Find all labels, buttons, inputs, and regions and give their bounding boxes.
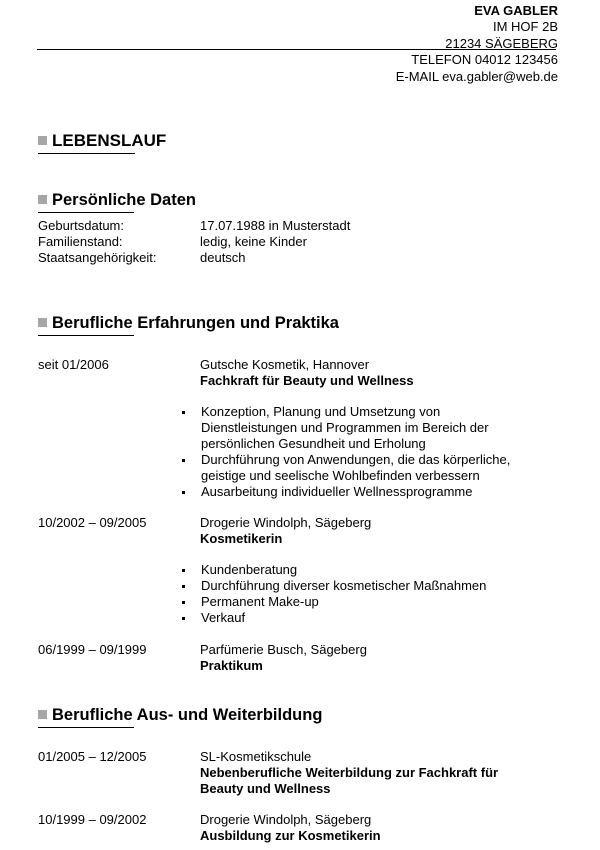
square-bullet-icon [38, 136, 47, 145]
task-list [180, 404, 520, 500]
contact-city: 21234 SÄGEBERG [445, 35, 558, 51]
entry-position: Fachkraft für Beauty und Wellness [200, 373, 414, 388]
entry-period: 06/1999 – 09/1999 [38, 642, 147, 657]
task-item: Permanent Make-up [180, 594, 520, 610]
contact-phone: TELEFON 04012 123456 [411, 52, 558, 68]
task-item: Konzeption, Planung und Umsetzung von Dienstleistungen und Programmen im Bereich der persönlichen Gesundheit und Erholung [180, 404, 520, 452]
task-item: Verkauf [180, 610, 520, 626]
section-underline [38, 727, 134, 728]
task-list [180, 562, 520, 626]
entry-employer: Gutsche Kosmetik, Hannover [200, 357, 370, 372]
entry-employer: Drogerie Windolph, Sägeberg [200, 515, 372, 530]
section-heading-experience: Berufliche Erfahrungen und Praktika [38, 314, 339, 333]
entry-institution: Drogerie Windolph, Sägeberg [200, 812, 372, 827]
section-underline [38, 335, 134, 336]
entry-degree: Nebenberufliche Weiterbildung zur Fachkraft für Beauty und Wellness [200, 765, 499, 796]
contact-email: E-MAIL eva.gabler@web.de [395, 68, 558, 84]
document-title: LEBENSLAUF [38, 131, 166, 151]
task-item: Ausarbeitung individueller Wellnessprogramme [180, 484, 520, 500]
entry-period: 10/1999 – 09/2002 [38, 812, 147, 827]
entry-period: 01/2005 – 12/2005 [38, 749, 147, 764]
square-bullet-icon [38, 195, 47, 204]
task-item: Durchführung von Anwendungen, die das körperliche, geistige und seelische Wohlbefinden verbessern [180, 452, 520, 484]
entry-employer: Parfümerie Busch, Sägeberg [200, 642, 367, 657]
square-bullet-icon [38, 318, 47, 327]
task-item: Kundenberatung [180, 562, 520, 578]
contact-street: IM HOF 2B [492, 19, 558, 35]
entry-position: Praktikum [200, 658, 263, 673]
section-heading-education: Berufliche Aus- und Weiterbildung [38, 706, 322, 725]
entry-period: 10/2002 – 09/2005 [38, 515, 147, 530]
entry-degree: Ausbildung zur Kosmetikerin [200, 828, 381, 843]
task-item: Durchführung diverser kosmetischer Maßnahmen [180, 578, 520, 594]
entry-period: seit 01/2006 [38, 357, 109, 372]
header-divider [37, 49, 556, 50]
entry-institution: SL-Kosmetikschule [200, 749, 312, 764]
contact-block [396, 3, 558, 85]
section-heading-personal: Persönliche Daten [38, 191, 196, 210]
section-underline [38, 212, 134, 213]
square-bullet-icon [38, 710, 47, 719]
entry-position: Kosmetikerin [200, 531, 283, 546]
contact-name: EVA GABLER [474, 3, 558, 18]
title-underline [38, 153, 135, 154]
